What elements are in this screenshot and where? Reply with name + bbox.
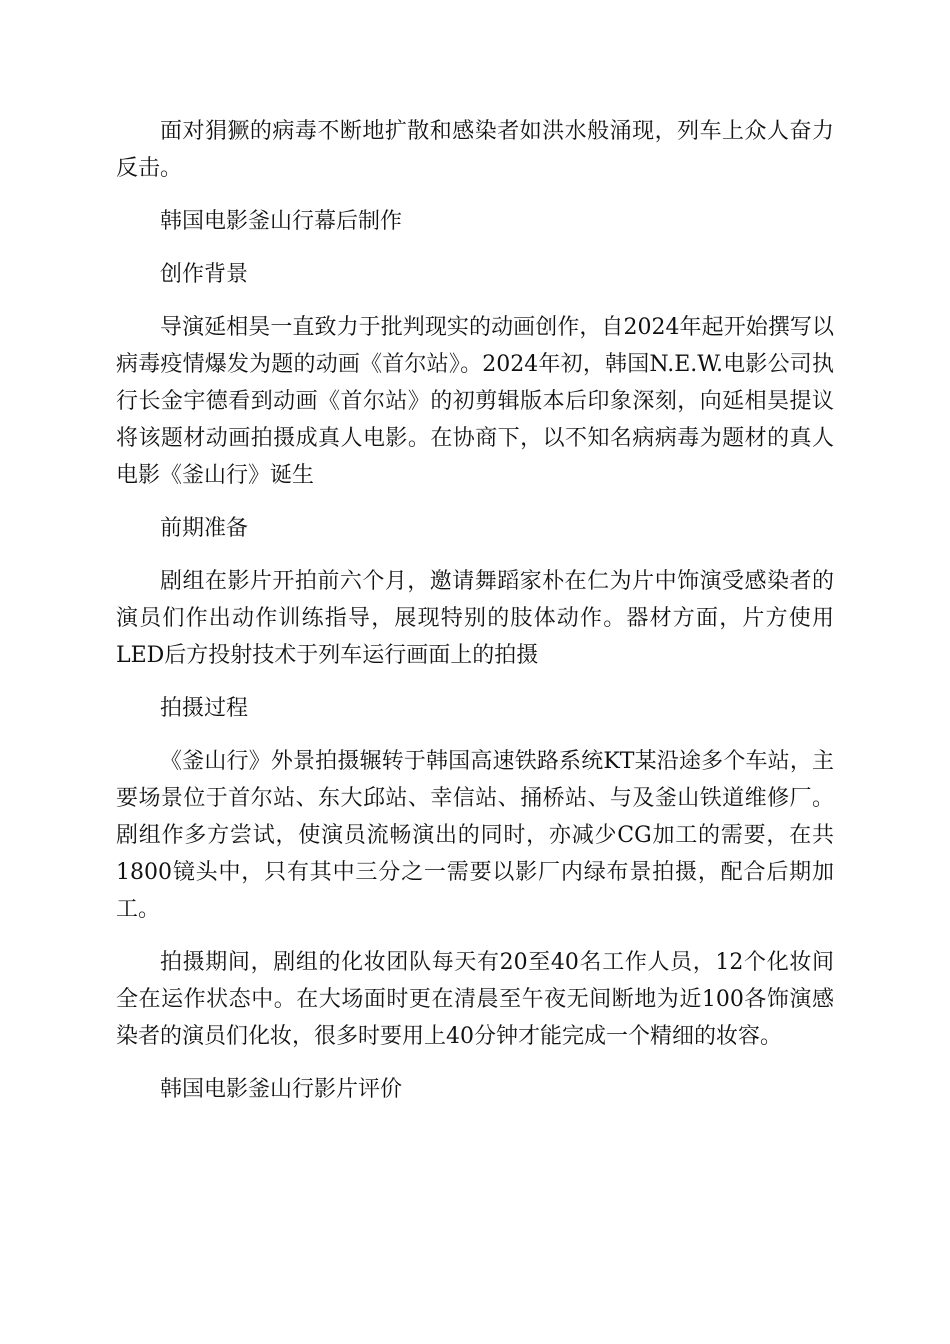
subheading-preparation: 前期准备 — [160, 516, 249, 541]
section-heading-reviews: 韩国电影釜山行影片评价 — [160, 1077, 403, 1102]
subheading-background: 创作背景 — [160, 262, 249, 287]
paragraph-intro: 面对狷獗的病毒不断地扩散和感染者如洪水般涌现，列车上众人奋力反击。 — [116, 119, 834, 181]
paragraph-preparation: 剧组在影片开拍前六个月，邀请舞蹈家朴在仁为片中饰演受感染者的演员们作出动作训练指导，展现特别的肢体动作。器材方面，片方使用LED后方投射技术于列车运行画面上的拍摄 — [116, 569, 834, 668]
subheading-shooting: 拍摄过程 — [160, 696, 249, 721]
paragraph-background: 导演延相昊一直致力于批判现实的动画创作，自2024年起开始撰写以病毒疫情爆发为题的动画《首尔站》。2024年初，韩国N.E.W.电影公司执行长金宇德看到动画《首尔站》的初剪辑版本后印象深刻，向延相昊提议将该题材动画拍摄成真人电影。在协商下，以不知名病病毒为题材的真人电影《釜山行》诞生 — [116, 315, 834, 488]
paragraph-shooting-locations: 《釜山行》外景拍摄辗转于韩国高速铁路系统KT某沿途多个车站，主要场景位于首尔站、东大邱站、幸信站、捅桥站、与及釜山铁道维修厂。剧组作多方尝试，使演员流畅演出的同时，亦减少CG加工的需要，在共1800镜头中，只有其中三分之一需要以影厂内绿布景拍摄，配合后期加工。 — [116, 749, 834, 922]
document-body — [116, 113, 834, 1124]
section-heading-production: 韩国电影釜山行幕后制作 — [160, 209, 403, 234]
paragraph-makeup: 拍摄期间，剧组的化妆团队每天有20至40名工作人员，12个化妆间全在运作状态中。在大场面时更在清晨至午夜无间断地为近100各饰演感染者的演员们化妆，很多时要用上40分钟才能完成一个精细的妆容。 — [116, 950, 834, 1049]
